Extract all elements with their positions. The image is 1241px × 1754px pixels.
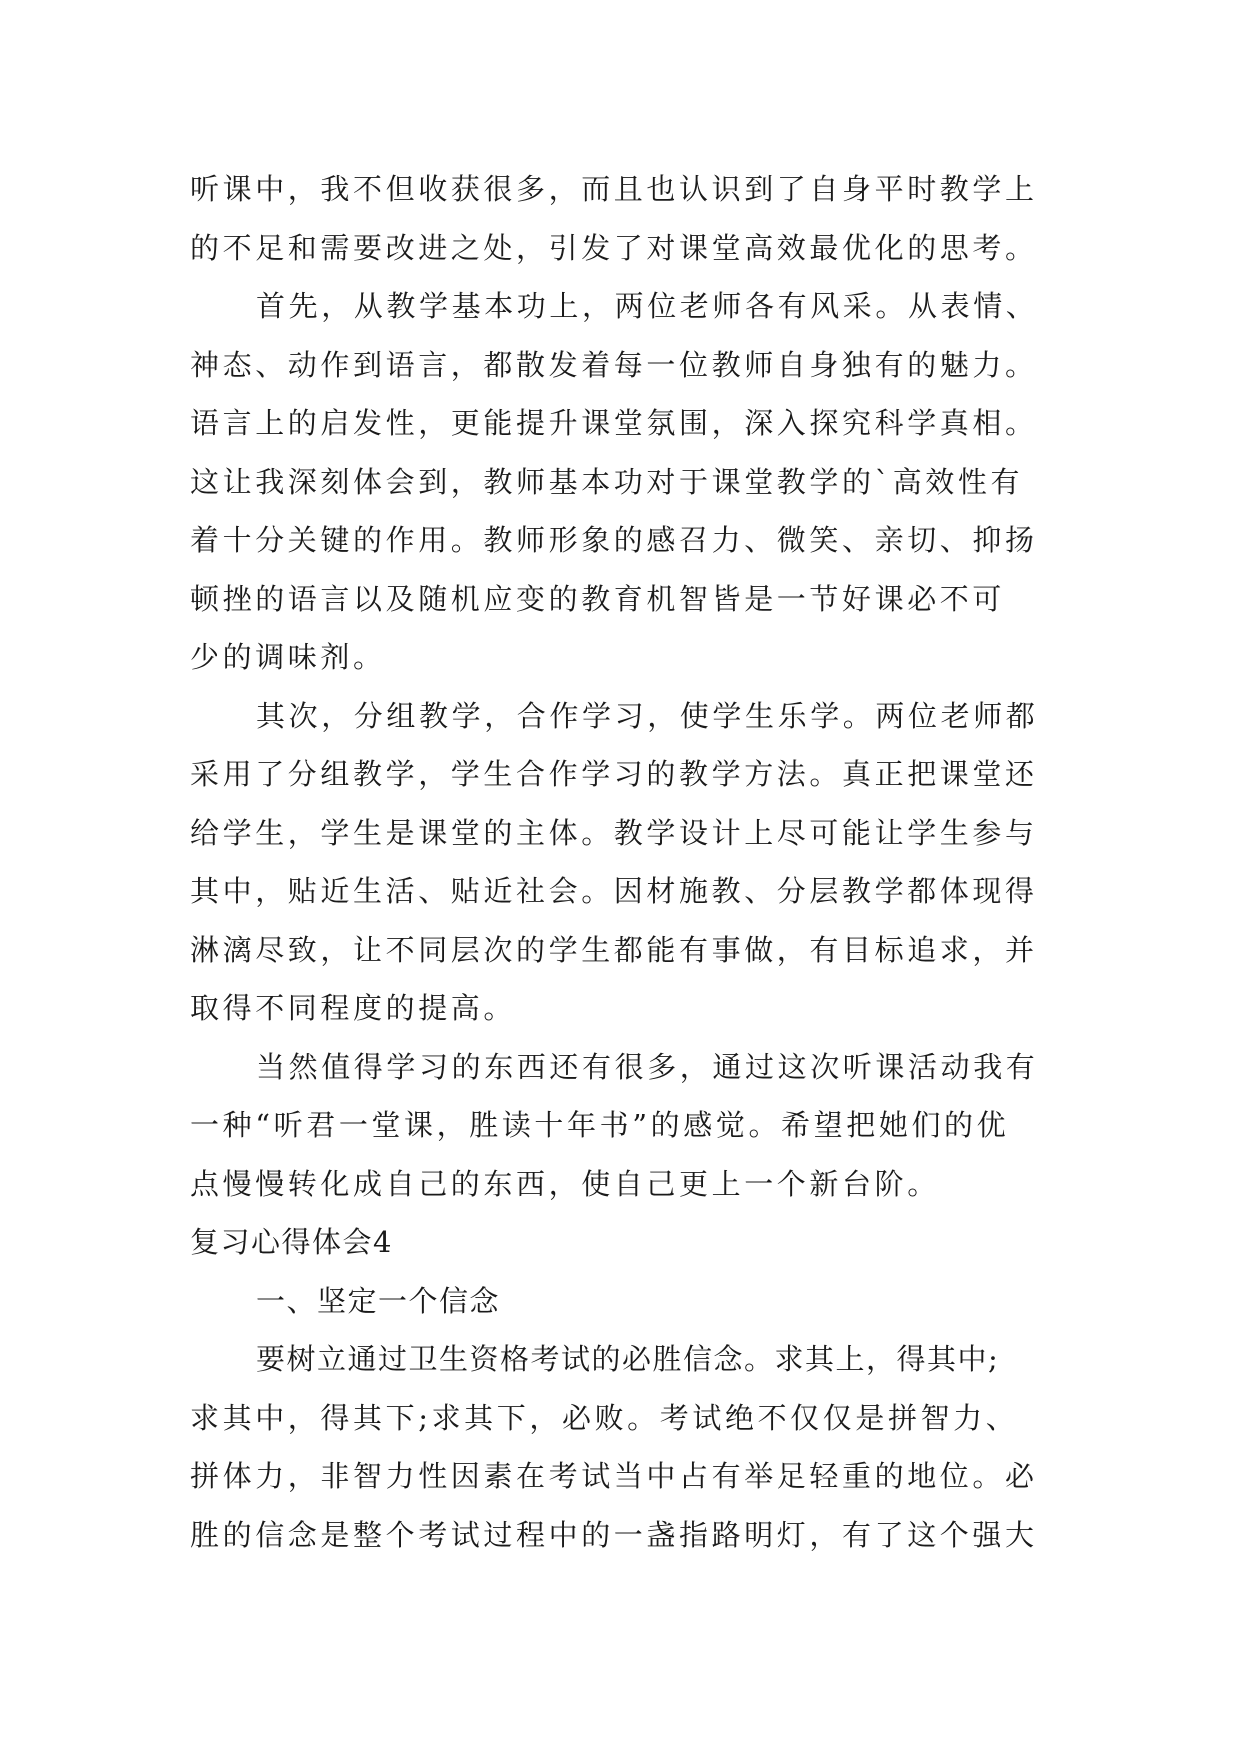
text-line: 顿挫的语言以及随机应变的教育机智皆是一节好课必不可 (190, 581, 1006, 616)
text-line: 给学生，学生是课堂的主体。教学设计上尽可能让学生参与 (190, 815, 1038, 850)
text-line: 取得不同程度的提高。 (190, 991, 517, 1025)
text-line: 拼体力，非智力性因素在考试当中占有举足轻重的地位。必 (190, 1459, 1038, 1493)
section-title: 复习心得体会4 (190, 1225, 393, 1259)
text-line: 这让我深刻体会到，教师基本功对于课堂教学的`高效性有 (190, 464, 1024, 499)
text-line: 的不足和需要改进之处，引发了对课堂高效最优化的思考。 (190, 230, 1038, 265)
paragraph-first-line: 要树立通过卫生资格考试的必胜信念。求其上，得其中; (256, 1342, 1000, 1376)
text-line: 其中，贴近生活、贴近社会。因材施教、分层教学都体现得 (190, 874, 1038, 908)
text-line: 求其中，得其下;求其下，必败。考试绝不仅仅是拼智力、 (190, 1400, 1019, 1435)
paragraph-first-line: 其次，分组教学，合作学习，使学生乐学。两位老师都 (256, 698, 1039, 733)
text-line: 神态、动作到语言，都散发着每一位教师自身独有的魅力。 (190, 347, 1038, 382)
text-line: 听课中，我不但收获很多，而且也认识到了自身平时教学上 (190, 172, 1038, 206)
text-line: 胜的信念是整个考试过程中的一盏指路明灯，有了这个强大 (190, 1517, 1038, 1552)
text-line: 淋漓尽致，让不同层次的学生都能有事做，有目标追求，并 (190, 932, 1038, 967)
text-line: 一种“听君一堂课，胜读十年书”的感觉。希望把她们的优 (190, 1108, 1010, 1142)
text-line: 少的调味剂。 (190, 640, 386, 674)
paragraph-first-line: 当然值得学习的东西还有很多，通过这次听课活动我有 (256, 1049, 1039, 1084)
section-heading: 一、坚定一个信念 (256, 1283, 501, 1318)
text-line: 点慢慢转化成自己的东西，使自己更上一个新台阶。 (190, 1166, 940, 1201)
text-line: 着十分关键的作用。教师形象的感召力、微笑、亲切、抑扬 (190, 523, 1038, 557)
text-line: 采用了分组教学，学生合作学习的教学方法。真正把课堂还 (190, 757, 1038, 791)
text-line: 语言上的启发性，更能提升课堂氛围，深入探究科学真相。 (190, 406, 1038, 440)
paragraph-first-line: 首先，从教学基本功上，两位老师各有风采。从表情、 (256, 289, 1039, 323)
document-body (190, 160, 1060, 1564)
